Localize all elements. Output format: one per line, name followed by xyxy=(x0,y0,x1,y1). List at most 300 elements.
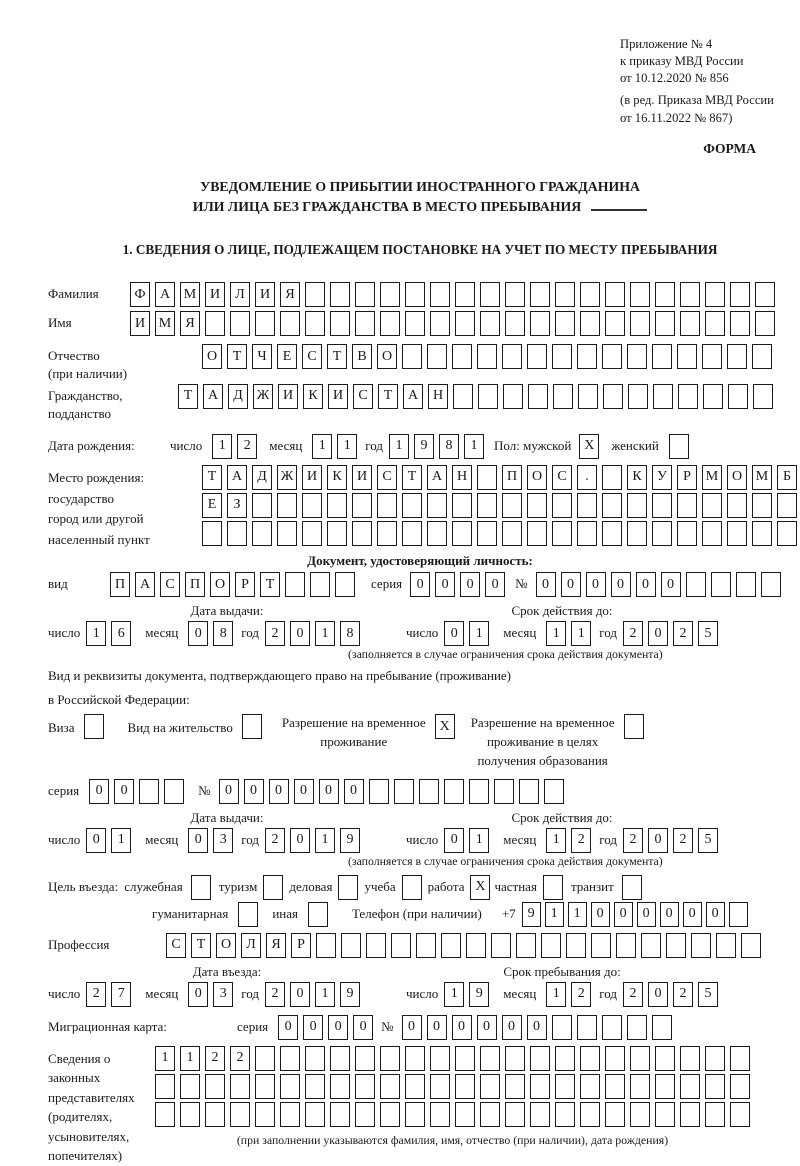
char-box[interactable]: 9 xyxy=(469,982,489,1007)
char-box[interactable] xyxy=(505,282,525,307)
char-box[interactable] xyxy=(519,779,539,804)
char-box[interactable]: 5 xyxy=(698,621,718,646)
char-box[interactable] xyxy=(703,384,723,409)
char-box[interactable]: 0 xyxy=(502,1015,522,1040)
char-box[interactable] xyxy=(505,1102,525,1127)
char-box[interactable] xyxy=(652,521,672,546)
char-box[interactable]: М xyxy=(702,465,722,490)
char-box[interactable]: Т xyxy=(327,344,347,369)
char-box[interactable] xyxy=(502,493,522,518)
char-box[interactable] xyxy=(455,282,475,307)
char-box[interactable] xyxy=(402,344,422,369)
char-box[interactable]: 0 xyxy=(188,621,208,646)
char-box[interactable]: Т xyxy=(402,465,422,490)
char-box[interactable]: 0 xyxy=(86,828,106,853)
char-box[interactable] xyxy=(655,1074,675,1099)
char-box[interactable]: 0 xyxy=(444,621,464,646)
char-box[interactable] xyxy=(566,933,586,958)
char-box[interactable] xyxy=(263,875,283,900)
char-box[interactable] xyxy=(480,1102,500,1127)
char-box[interactable] xyxy=(528,384,548,409)
char-box[interactable]: С xyxy=(160,572,180,597)
char-box[interactable]: О xyxy=(527,465,547,490)
char-box[interactable]: 9 xyxy=(522,902,541,927)
char-box[interactable] xyxy=(705,1046,725,1071)
char-box[interactable]: 0 xyxy=(586,572,606,597)
char-box[interactable] xyxy=(527,521,547,546)
char-box[interactable] xyxy=(530,1046,550,1071)
char-box[interactable] xyxy=(505,1046,525,1071)
char-box[interactable] xyxy=(255,311,275,336)
char-box[interactable]: 2 xyxy=(571,828,591,853)
char-box[interactable]: В xyxy=(352,344,372,369)
char-box[interactable] xyxy=(355,1102,375,1127)
char-box[interactable] xyxy=(755,311,775,336)
char-box[interactable] xyxy=(728,384,748,409)
char-box[interactable] xyxy=(405,1102,425,1127)
char-box[interactable]: 1 xyxy=(389,434,409,459)
char-box[interactable] xyxy=(544,779,564,804)
char-box[interactable]: 1 xyxy=(464,434,484,459)
char-box[interactable] xyxy=(427,521,447,546)
char-box[interactable] xyxy=(652,344,672,369)
char-box[interactable]: А xyxy=(427,465,447,490)
char-box[interactable] xyxy=(419,779,439,804)
char-box[interactable] xyxy=(530,282,550,307)
char-box[interactable]: 2 xyxy=(86,982,106,1007)
char-box[interactable]: 0 xyxy=(444,828,464,853)
char-box[interactable] xyxy=(280,311,300,336)
char-box[interactable] xyxy=(527,344,547,369)
char-box[interactable] xyxy=(477,465,497,490)
char-box[interactable] xyxy=(730,311,750,336)
char-box[interactable] xyxy=(555,1102,575,1127)
char-box[interactable] xyxy=(430,282,450,307)
char-box[interactable]: Т xyxy=(191,933,211,958)
char-box[interactable] xyxy=(605,282,625,307)
char-box[interactable]: 8 xyxy=(213,621,233,646)
char-box[interactable] xyxy=(752,493,772,518)
char-box[interactable] xyxy=(591,933,611,958)
char-box[interactable] xyxy=(680,1074,700,1099)
char-box[interactable]: К xyxy=(303,384,323,409)
char-box[interactable] xyxy=(702,493,722,518)
char-box[interactable] xyxy=(277,493,297,518)
char-box[interactable] xyxy=(477,521,497,546)
char-box[interactable]: 1 xyxy=(312,434,332,459)
char-box[interactable] xyxy=(480,1046,500,1071)
char-box[interactable] xyxy=(666,933,686,958)
char-box[interactable] xyxy=(705,1074,725,1099)
char-box[interactable]: Ф xyxy=(130,282,150,307)
char-box[interactable] xyxy=(310,572,330,597)
char-box[interactable] xyxy=(577,521,597,546)
char-box[interactable] xyxy=(702,344,722,369)
char-box[interactable]: 3 xyxy=(213,828,233,853)
char-box[interactable]: Л xyxy=(230,282,250,307)
char-box[interactable] xyxy=(205,1102,225,1127)
char-box[interactable] xyxy=(602,344,622,369)
char-box[interactable] xyxy=(380,1102,400,1127)
char-box[interactable] xyxy=(330,282,350,307)
char-box[interactable] xyxy=(480,282,500,307)
char-box[interactable] xyxy=(516,933,536,958)
char-box[interactable] xyxy=(255,1046,275,1071)
char-box[interactable]: А xyxy=(227,465,247,490)
char-box[interactable] xyxy=(330,1074,350,1099)
char-box[interactable]: X xyxy=(470,875,490,900)
char-box[interactable] xyxy=(580,1074,600,1099)
char-box[interactable] xyxy=(630,282,650,307)
char-box[interactable] xyxy=(402,875,422,900)
char-box[interactable] xyxy=(205,1074,225,1099)
char-box[interactable]: И xyxy=(352,465,372,490)
char-box[interactable] xyxy=(580,1046,600,1071)
char-box[interactable]: 0 xyxy=(611,572,631,597)
char-box[interactable]: 0 xyxy=(290,982,310,1007)
char-box[interactable] xyxy=(680,1102,700,1127)
char-box[interactable]: 2 xyxy=(237,434,257,459)
char-box[interactable] xyxy=(466,933,486,958)
char-box[interactable] xyxy=(255,1102,275,1127)
char-box[interactable] xyxy=(180,1102,200,1127)
char-box[interactable] xyxy=(577,493,597,518)
char-box[interactable] xyxy=(305,1046,325,1071)
char-box[interactable]: 0 xyxy=(290,828,310,853)
char-box[interactable]: Д xyxy=(228,384,248,409)
char-box[interactable] xyxy=(555,282,575,307)
char-box[interactable] xyxy=(752,521,772,546)
char-box[interactable] xyxy=(330,1102,350,1127)
char-box[interactable]: 0 xyxy=(561,572,581,597)
char-box[interactable]: О xyxy=(210,572,230,597)
char-box[interactable] xyxy=(555,311,575,336)
char-box[interactable] xyxy=(555,1046,575,1071)
char-box[interactable] xyxy=(455,1102,475,1127)
char-box[interactable] xyxy=(369,779,389,804)
char-box[interactable] xyxy=(736,572,756,597)
char-box[interactable]: 0 xyxy=(319,779,339,804)
char-box[interactable] xyxy=(494,779,514,804)
char-box[interactable] xyxy=(555,1074,575,1099)
char-box[interactable] xyxy=(305,1102,325,1127)
char-box[interactable]: 0 xyxy=(278,1015,298,1040)
char-box[interactable]: 1 xyxy=(155,1046,175,1071)
char-box[interactable] xyxy=(552,344,572,369)
char-box[interactable]: С xyxy=(166,933,186,958)
char-box[interactable]: 0 xyxy=(648,621,668,646)
char-box[interactable]: 9 xyxy=(340,982,360,1007)
char-box[interactable]: Т xyxy=(260,572,280,597)
char-box[interactable] xyxy=(752,344,772,369)
char-box[interactable]: М xyxy=(752,465,772,490)
char-box[interactable] xyxy=(180,1074,200,1099)
char-box[interactable] xyxy=(729,902,748,927)
char-box[interactable]: 2 xyxy=(265,982,285,1007)
char-box[interactable] xyxy=(338,875,358,900)
char-box[interactable]: 0 xyxy=(527,1015,547,1040)
char-box[interactable]: 0 xyxy=(683,902,702,927)
char-box[interactable] xyxy=(527,493,547,518)
char-box[interactable]: 1 xyxy=(111,828,131,853)
char-box[interactable] xyxy=(502,344,522,369)
char-box[interactable]: 0 xyxy=(328,1015,348,1040)
char-box[interactable] xyxy=(366,933,386,958)
char-box[interactable] xyxy=(727,344,747,369)
char-box[interactable]: 0 xyxy=(706,902,725,927)
char-box[interactable] xyxy=(280,1102,300,1127)
char-box[interactable]: 1 xyxy=(315,621,335,646)
char-box[interactable]: 1 xyxy=(315,828,335,853)
char-box[interactable] xyxy=(191,875,211,900)
char-box[interactable]: С xyxy=(377,465,397,490)
char-box[interactable] xyxy=(477,493,497,518)
char-box[interactable] xyxy=(402,521,422,546)
char-box[interactable] xyxy=(686,572,706,597)
char-box[interactable] xyxy=(655,282,675,307)
char-box[interactable] xyxy=(155,1102,175,1127)
char-box[interactable]: 0 xyxy=(435,572,455,597)
char-box[interactable]: Я xyxy=(280,282,300,307)
char-box[interactable] xyxy=(552,493,572,518)
char-box[interactable]: 0 xyxy=(452,1015,472,1040)
char-box[interactable]: С xyxy=(302,344,322,369)
char-box[interactable] xyxy=(777,493,797,518)
char-box[interactable]: 1 xyxy=(546,982,566,1007)
char-box[interactable] xyxy=(84,714,104,739)
char-box[interactable] xyxy=(730,1074,750,1099)
char-box[interactable] xyxy=(753,384,773,409)
char-box[interactable] xyxy=(602,465,622,490)
char-box[interactable] xyxy=(402,493,422,518)
char-box[interactable]: Ж xyxy=(277,465,297,490)
char-box[interactable] xyxy=(543,875,563,900)
char-box[interactable] xyxy=(530,1074,550,1099)
char-box[interactable] xyxy=(602,1015,622,1040)
char-box[interactable]: 1 xyxy=(212,434,232,459)
char-box[interactable] xyxy=(430,311,450,336)
char-box[interactable] xyxy=(730,1102,750,1127)
char-box[interactable]: 5 xyxy=(698,828,718,853)
char-box[interactable] xyxy=(603,384,623,409)
char-box[interactable]: Д xyxy=(252,465,272,490)
char-box[interactable]: К xyxy=(627,465,647,490)
char-box[interactable]: 1 xyxy=(546,621,566,646)
char-box[interactable]: Б xyxy=(777,465,797,490)
char-box[interactable] xyxy=(622,875,642,900)
char-box[interactable] xyxy=(227,521,247,546)
char-box[interactable] xyxy=(202,521,222,546)
char-box[interactable]: И xyxy=(255,282,275,307)
char-box[interactable] xyxy=(242,714,262,739)
char-box[interactable] xyxy=(716,933,736,958)
char-box[interactable] xyxy=(602,521,622,546)
char-box[interactable] xyxy=(730,1046,750,1071)
char-box[interactable] xyxy=(444,779,464,804)
char-box[interactable]: Л xyxy=(241,933,261,958)
char-box[interactable] xyxy=(627,493,647,518)
char-box[interactable]: 0 xyxy=(290,621,310,646)
char-box[interactable]: 0 xyxy=(402,1015,422,1040)
char-box[interactable] xyxy=(469,779,489,804)
char-box[interactable]: 0 xyxy=(188,828,208,853)
char-box[interactable]: Н xyxy=(452,465,472,490)
char-box[interactable]: 1 xyxy=(568,902,587,927)
char-box[interactable]: 1 xyxy=(469,621,489,646)
char-box[interactable] xyxy=(655,311,675,336)
char-box[interactable] xyxy=(680,282,700,307)
char-box[interactable] xyxy=(741,933,761,958)
char-box[interactable]: 2 xyxy=(205,1046,225,1071)
char-box[interactable]: 0 xyxy=(219,779,239,804)
char-box[interactable] xyxy=(727,521,747,546)
char-box[interactable] xyxy=(705,311,725,336)
char-box[interactable] xyxy=(677,521,697,546)
char-box[interactable]: 3 xyxy=(213,982,233,1007)
char-box[interactable]: 9 xyxy=(340,828,360,853)
char-box[interactable] xyxy=(605,311,625,336)
char-box[interactable] xyxy=(605,1074,625,1099)
char-box[interactable]: 0 xyxy=(353,1015,373,1040)
char-box[interactable] xyxy=(630,1102,650,1127)
char-box[interactable] xyxy=(238,902,258,927)
char-box[interactable] xyxy=(653,384,673,409)
char-box[interactable]: 1 xyxy=(545,902,564,927)
char-box[interactable]: 1 xyxy=(444,982,464,1007)
char-box[interactable] xyxy=(327,493,347,518)
char-box[interactable]: Я xyxy=(180,311,200,336)
char-box[interactable] xyxy=(252,521,272,546)
char-box[interactable] xyxy=(405,1074,425,1099)
char-box[interactable] xyxy=(255,1074,275,1099)
char-box[interactable]: 0 xyxy=(89,779,109,804)
char-box[interactable] xyxy=(341,933,361,958)
char-box[interactable]: 0 xyxy=(294,779,314,804)
char-box[interactable]: С xyxy=(353,384,373,409)
char-box[interactable] xyxy=(652,493,672,518)
char-box[interactable] xyxy=(727,493,747,518)
char-box[interactable]: 0 xyxy=(427,1015,447,1040)
char-box[interactable] xyxy=(205,311,225,336)
char-box[interactable] xyxy=(380,1074,400,1099)
char-box[interactable] xyxy=(405,311,425,336)
char-box[interactable]: 0 xyxy=(477,1015,497,1040)
char-box[interactable]: 2 xyxy=(571,982,591,1007)
char-box[interactable]: 0 xyxy=(648,982,668,1007)
char-box[interactable]: 2 xyxy=(673,982,693,1007)
char-box[interactable] xyxy=(605,1046,625,1071)
char-box[interactable] xyxy=(628,384,648,409)
char-box[interactable]: 0 xyxy=(244,779,264,804)
char-box[interactable] xyxy=(505,1074,525,1099)
char-box[interactable]: П xyxy=(502,465,522,490)
char-box[interactable] xyxy=(652,1015,672,1040)
char-box[interactable] xyxy=(580,311,600,336)
char-box[interactable]: X xyxy=(435,714,455,739)
char-box[interactable]: 0 xyxy=(636,572,656,597)
char-box[interactable] xyxy=(755,282,775,307)
char-box[interactable] xyxy=(452,493,472,518)
char-box[interactable] xyxy=(480,1074,500,1099)
char-box[interactable] xyxy=(139,779,159,804)
char-box[interactable]: 0 xyxy=(648,828,668,853)
char-box[interactable] xyxy=(416,933,436,958)
char-box[interactable] xyxy=(491,933,511,958)
char-box[interactable] xyxy=(430,1102,450,1127)
char-box[interactable] xyxy=(441,933,461,958)
char-box[interactable] xyxy=(705,1102,725,1127)
char-box[interactable] xyxy=(777,521,797,546)
char-box[interactable] xyxy=(552,1015,572,1040)
char-box[interactable] xyxy=(580,282,600,307)
char-box[interactable] xyxy=(394,779,414,804)
char-box[interactable]: 1 xyxy=(337,434,357,459)
char-box[interactable]: 0 xyxy=(344,779,364,804)
char-box[interactable] xyxy=(230,1074,250,1099)
char-box[interactable] xyxy=(380,1046,400,1071)
char-box[interactable] xyxy=(391,933,411,958)
char-box[interactable]: М xyxy=(155,311,175,336)
char-box[interactable]: 8 xyxy=(340,621,360,646)
char-box[interactable]: 2 xyxy=(265,828,285,853)
char-box[interactable]: Р xyxy=(291,933,311,958)
char-box[interactable] xyxy=(380,282,400,307)
char-box[interactable] xyxy=(680,311,700,336)
char-box[interactable]: 0 xyxy=(460,572,480,597)
char-box[interactable]: М xyxy=(180,282,200,307)
char-box[interactable] xyxy=(605,1102,625,1127)
char-box[interactable]: У xyxy=(652,465,672,490)
char-box[interactable]: И xyxy=(205,282,225,307)
char-box[interactable] xyxy=(405,1046,425,1071)
char-box[interactable]: 0 xyxy=(269,779,289,804)
char-box[interactable] xyxy=(627,1015,647,1040)
char-box[interactable] xyxy=(630,1046,650,1071)
char-box[interactable] xyxy=(316,933,336,958)
char-box[interactable]: И xyxy=(302,465,322,490)
char-box[interactable]: П xyxy=(110,572,130,597)
char-box[interactable]: 5 xyxy=(698,982,718,1007)
char-box[interactable] xyxy=(327,521,347,546)
char-box[interactable] xyxy=(580,1102,600,1127)
char-box[interactable] xyxy=(711,572,731,597)
char-box[interactable]: И xyxy=(278,384,298,409)
char-box[interactable] xyxy=(305,282,325,307)
char-box[interactable] xyxy=(280,1046,300,1071)
char-box[interactable]: 0 xyxy=(614,902,633,927)
char-box[interactable]: 0 xyxy=(591,902,610,927)
char-box[interactable] xyxy=(352,521,372,546)
char-box[interactable] xyxy=(280,1074,300,1099)
char-box[interactable] xyxy=(355,311,375,336)
char-box[interactable]: 2 xyxy=(265,621,285,646)
char-box[interactable] xyxy=(630,1074,650,1099)
char-box[interactable] xyxy=(285,572,305,597)
char-box[interactable]: 0 xyxy=(536,572,556,597)
char-box[interactable] xyxy=(578,384,598,409)
char-box[interactable] xyxy=(377,493,397,518)
char-box[interactable] xyxy=(455,1046,475,1071)
char-box[interactable] xyxy=(452,521,472,546)
char-box[interactable]: 1 xyxy=(546,828,566,853)
char-box[interactable]: Р xyxy=(235,572,255,597)
char-box[interactable] xyxy=(335,572,355,597)
char-box[interactable] xyxy=(453,384,473,409)
char-box[interactable]: Ж xyxy=(253,384,273,409)
char-box[interactable]: 1 xyxy=(571,621,591,646)
char-box[interactable] xyxy=(455,1074,475,1099)
char-box[interactable] xyxy=(405,282,425,307)
